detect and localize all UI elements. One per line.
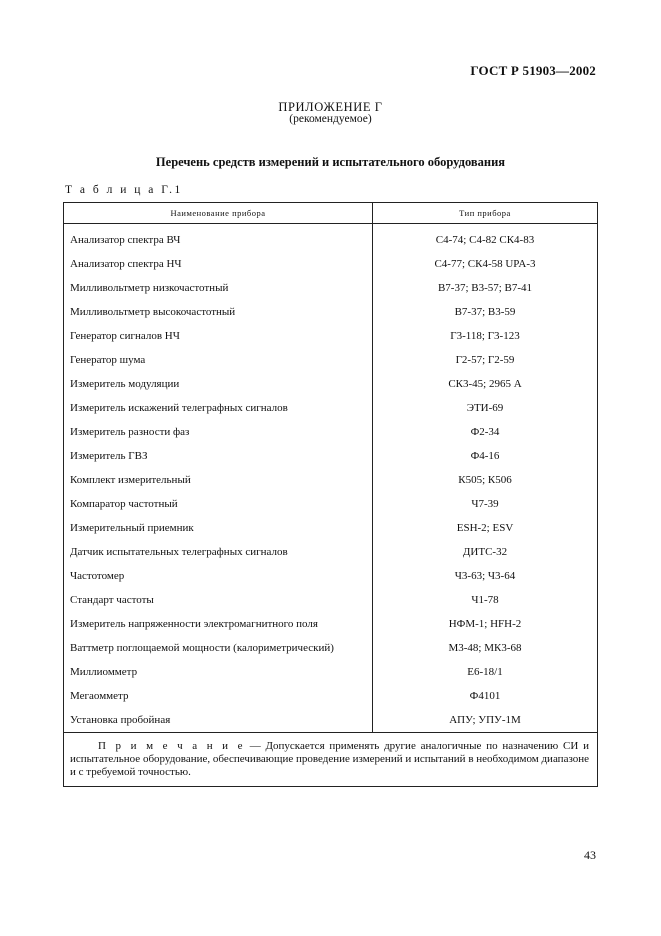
instrument-name-cell: Установка пробойная [70, 714, 171, 726]
instrument-name-cell: Комплект измерительный [70, 474, 191, 486]
table-row [64, 541, 597, 565]
instrument-name-cell: Милливольтметр низкочастотный [70, 282, 229, 294]
annex-title: ПРИЛОЖЕНИЕ Г [278, 100, 383, 114]
instrument-type-cell: НФМ-1; HFH-2 [448, 618, 522, 630]
table-row [64, 349, 597, 373]
instrument-type-cell: Ф4-16 [470, 450, 500, 462]
instrument-name-cell: Анализатор спектра ВЧ [70, 234, 181, 246]
table-row [64, 421, 597, 445]
instrument-name-cell: Измеритель модуляции [70, 378, 180, 390]
note-separator [64, 732, 597, 733]
instrument-type-cell: Ч3-63; Ч3-64 [454, 570, 516, 582]
table-row [64, 373, 597, 397]
instrument-type-cell: АПУ; УПУ-1М [449, 714, 521, 726]
table-row [64, 397, 597, 421]
instrument-name-cell: Измеритель искажений телеграфных сигналов [70, 402, 288, 414]
table-row [64, 445, 597, 469]
annex-subtitle: (рекомендуемое) [289, 113, 372, 125]
table-row [64, 685, 597, 709]
instrument-name-cell: Генератор шума [70, 354, 146, 366]
instrument-name-cell: Датчик испытательных телеграфных сигналов [70, 546, 288, 558]
table-note [70, 740, 589, 779]
table-row [64, 277, 597, 301]
instrument-type-cell: ESH-2; ESV [456, 522, 514, 534]
table-row [64, 325, 597, 349]
instrument-name-cell: Измеритель разности фаз [70, 426, 190, 438]
instrument-name-cell: Миллиомметр [70, 666, 138, 678]
instrument-type-cell: ДИТС-32 [462, 546, 508, 558]
note-label: П р и м е ч а н и е [98, 740, 245, 752]
instrument-name-cell: Измеритель ГВЗ [70, 450, 148, 462]
column-header-name: Наименование прибора [170, 208, 266, 218]
instrument-type-cell: Ф4101 [469, 690, 501, 702]
instrument-type-cell: С4-77; СК4-58 UPA-3 [434, 258, 536, 270]
table-row [64, 613, 597, 637]
instrument-type-cell: Г2-57; Г2-59 [455, 354, 515, 366]
instrument-type-cell: К505; К506 [458, 474, 512, 486]
instrument-name-cell: Стандарт частоты [70, 594, 154, 606]
instrument-name-cell: Ваттметр поглощаемой мощности (калориметрический) [70, 642, 334, 654]
instrument-type-cell: Г3-118; Г3-123 [450, 330, 520, 342]
table-row [64, 661, 597, 685]
instrument-name-cell: Компаратор частотный [70, 498, 178, 510]
instrument-type-cell: Ч1-78 [471, 594, 499, 606]
instrument-type-cell: В7-37; В3-57; В7-41 [437, 282, 533, 294]
page-number: 43 [584, 848, 596, 862]
table-row [64, 637, 597, 661]
instrument-name-cell: Милливольтметр высокочастотный [70, 306, 236, 318]
instrument-name-cell: Частотомер [70, 570, 125, 582]
table-row [64, 565, 597, 589]
instrument-name-cell: Анализатор спектра НЧ [70, 258, 182, 270]
table-row [64, 469, 597, 493]
table-row [64, 229, 597, 253]
table-row [64, 517, 597, 541]
instrument-type-cell: С4-74; С4-82 СК4-83 [435, 234, 535, 246]
note-text: — Допускается применять другие аналогичные по назначению СИ и испытательное оборудование, обеспечивающие проведение измерений и испытаний в необходимом диапазоне и с требуемой точностью. [70, 740, 589, 778]
instrument-type-cell: Ф2-34 [470, 426, 500, 438]
instrument-name-cell: Мегаомметр [70, 690, 129, 702]
table-caption: Т а б л и ц а Г.1 [65, 184, 183, 196]
instrument-name-cell: Измерительный приемник [70, 522, 194, 534]
instrument-name-cell: Измеритель напряженности электромагнитного поля [70, 618, 318, 630]
instrument-type-cell: Ч7-39 [471, 498, 499, 510]
instrument-type-cell: М3-48; МК3-68 [448, 642, 522, 654]
instrument-name-cell: Генератор сигналов НЧ [70, 330, 180, 342]
instruments-table [63, 202, 598, 787]
table-row [64, 253, 597, 277]
instrument-type-cell: ЭТИ-69 [466, 402, 504, 414]
table-row [64, 709, 597, 733]
table-row [64, 589, 597, 613]
instrument-type-cell: Е6-18/1 [467, 666, 503, 678]
table-row [64, 301, 597, 325]
column-header-type: Тип прибора [459, 208, 511, 218]
table-header-row [64, 203, 597, 224]
table-row [64, 493, 597, 517]
instrument-type-cell: СК3-45; 2965 А [448, 378, 522, 390]
standard-header: ГОСТ Р 51903—2002 [470, 63, 596, 78]
instrument-type-cell: В7-37; В3-59 [454, 306, 516, 318]
list-title: Перечень средств измерений и испытательного оборудования [155, 155, 506, 169]
